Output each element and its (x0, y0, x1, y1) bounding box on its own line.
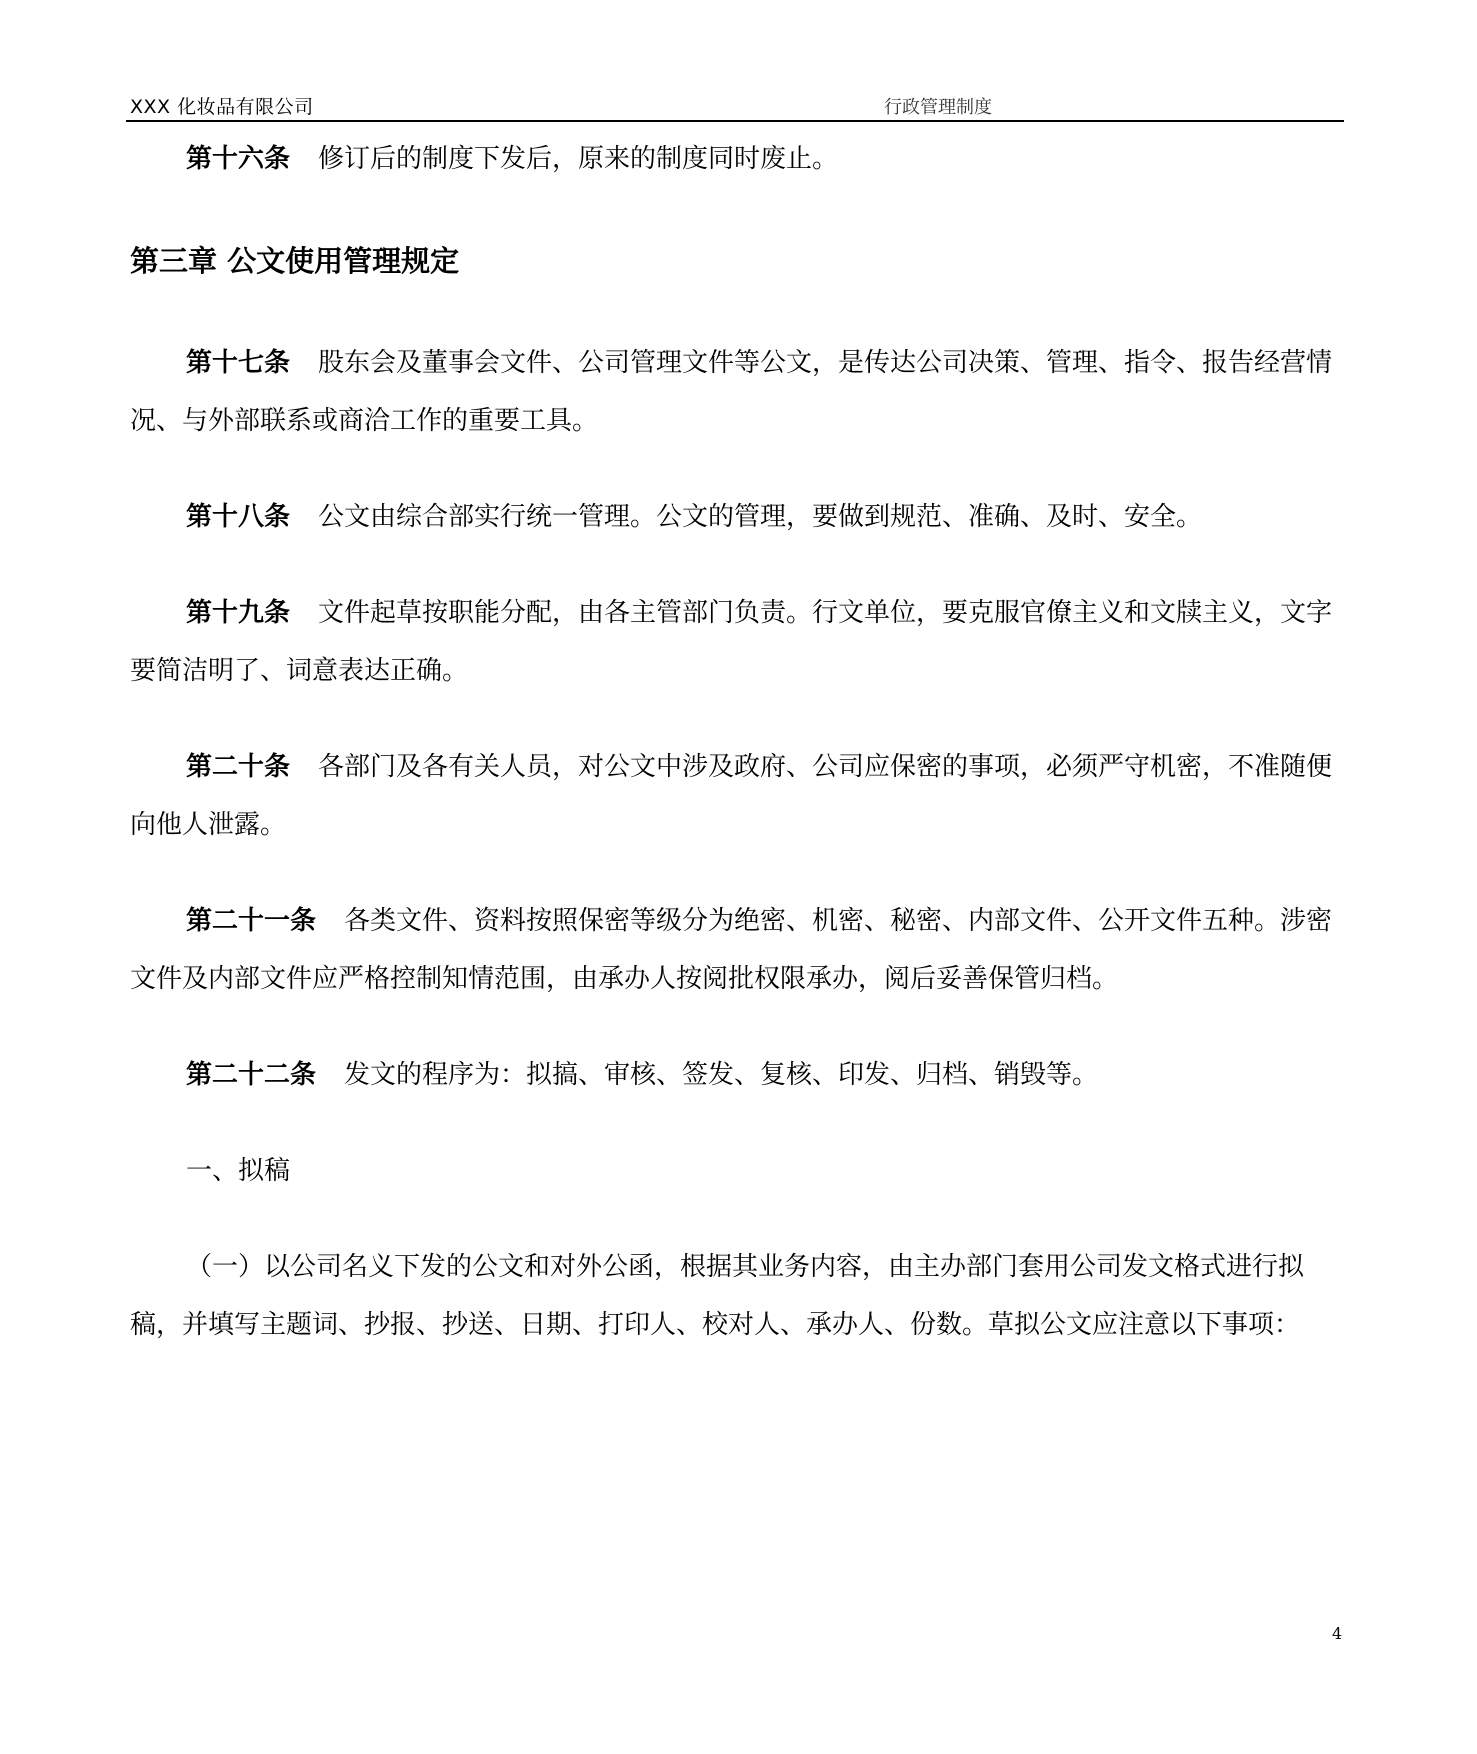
article-17-text: 股东会及董事会文件、公司管理文件等公文，是传达公司决策、管理、指令、报告经营情况、与外部联系或商洽工作的重要工具。 (130, 348, 1333, 436)
article-16-text: 修订后的制度下发后，原来的制度同时废止。 (318, 144, 839, 174)
article-18 (130, 488, 1355, 546)
article-18-label: 第十八条 (186, 502, 291, 532)
article-18-text: 公文由综合部实行统一管理。公文的管理，要做到规范、准确、及时、安全。 (318, 502, 1203, 532)
page-number: 4 (1332, 1624, 1343, 1643)
header-company-name: XXX 化妆品有限公司 (130, 96, 314, 118)
header-document-title: 行政管理制度 (884, 97, 992, 118)
chapter-3-heading: 第三章 公文使用管理规定 (130, 244, 460, 278)
article-19 (130, 584, 1355, 700)
page-header (126, 88, 1344, 122)
article-19-text: 文件起草按职能分配，由各主管部门负责。行文单位，要克服官僚主义和文牍主义，文字要简洁明了、词意表达正确。 (130, 598, 1333, 686)
article-16 (130, 130, 1355, 188)
article-17-label: 第十七条 (186, 348, 291, 378)
article-22-text: 发文的程序为：拟搞、审核、签发、复核、印发、归档、销毁等。 (344, 1060, 1099, 1090)
section-1-heading: 一、拟稿 (186, 1156, 291, 1186)
article-22-label: 第二十二条 (186, 1060, 317, 1090)
article-17 (130, 334, 1355, 450)
document-body (130, 130, 1355, 1354)
article-20-label: 第二十条 (186, 752, 291, 782)
article-20-text: 各部门及各有关人员，对公文中涉及政府、公司应保密的事项，必须严守机密，不准随便向他人泄露。 (130, 752, 1333, 840)
article-21 (130, 892, 1355, 1008)
article-16-label: 第十六条 (186, 144, 291, 174)
article-21-text: 各类文件、资料按照保密等级分为绝密、机密、秘密、内部文件、公开文件五种。涉密文件及内部文件应严格控制知情范围，由承办人按阅批权限承办，阅后妥善保管归档。 (130, 906, 1333, 994)
article-22 (130, 1046, 1355, 1104)
article-19-label: 第十九条 (186, 598, 291, 628)
section-1-item-1: （一）以公司名义下发的公文和对外公函，根据其业务内容，由主办部门套用公司发文格式进行拟稿，并填写主题词、抄报、抄送、日期、打印人、校对人、承办人、份数。草拟公文应注意以下事项： (130, 1252, 1305, 1340)
article-20 (130, 738, 1355, 854)
article-21-label: 第二十一条 (186, 906, 317, 936)
